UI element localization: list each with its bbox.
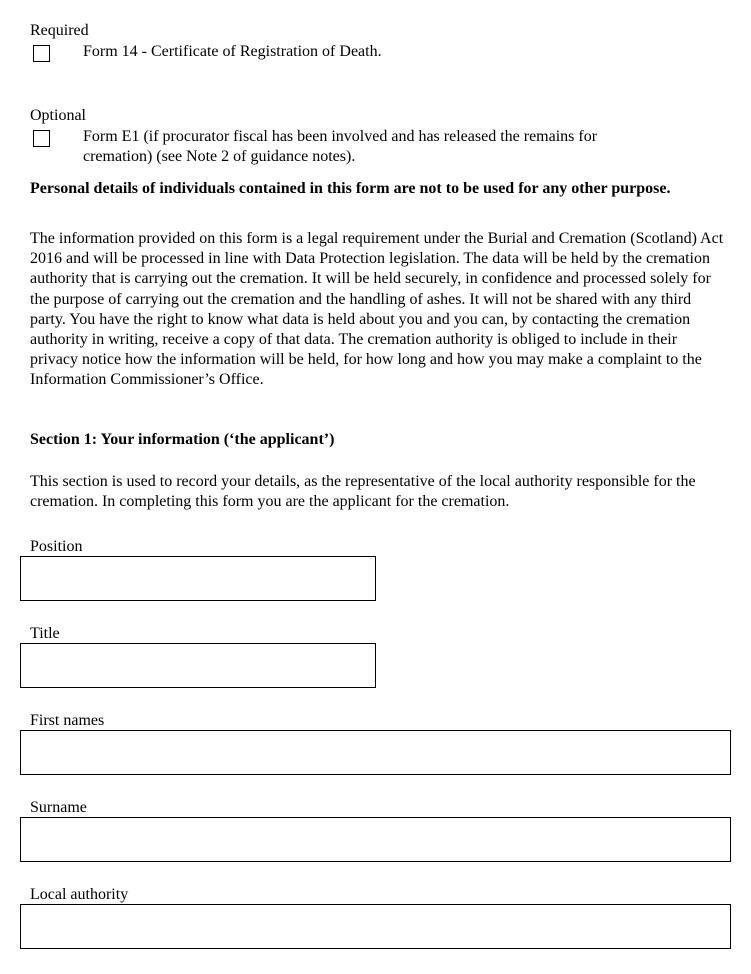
form-14-label: Form 14 - Certificate of Registration of Death. [83, 43, 382, 60]
form-e1-label-line2: cremation) (see Note 2 of guidance notes). [83, 148, 356, 165]
form-14-checkbox[interactable] [33, 45, 50, 62]
privacy-heading: Personal details of individuals contained in this form are not to be used for any other purpose. [30, 180, 671, 197]
section-1-heading: Section 1: Your information (‘the applicant’) [30, 431, 335, 448]
first-names-field[interactable] [20, 730, 731, 775]
first-names-label: First names [30, 712, 105, 729]
title-field[interactable] [20, 643, 376, 688]
position-field[interactable] [20, 556, 376, 601]
optional-label: Optional [30, 107, 86, 124]
form-e1-checkbox[interactable] [33, 130, 50, 147]
position-label: Position [30, 538, 83, 555]
form-e1-label-line1: Form E1 (if procurator fiscal has been involved and has released the remains for [83, 128, 598, 145]
surname-field[interactable] [20, 817, 731, 862]
title-label: Title [30, 625, 60, 642]
privacy-body: The information provided on this form is a legal requirement under the Burial and Cremation (Scotland) Act 2016 and will be processed in line with Data Protection legislation. The data will be held by the cremation authority that is carrying out the cremation. It will be held securely, in confidence and processed solely for the purpose of carrying out the cremation and the handling of ashes. It will not be shared with any third party. You have the right to know what data is held about you and you can, by contacting the cremation authority in writing, receive a copy of that data. The cremation authority is obliged to include in their privacy notice how the information will be held, for how long and how you may make a complaint to the Information Commissioner’s Office. [30, 230, 724, 389]
local-authority-label: Local authority [30, 886, 129, 903]
local-authority-field[interactable] [20, 904, 731, 949]
section-1-intro: This section is used to record your details, as the representative of the local authority responsible for the cremation. In completing this form you are the applicant for the cremation. [30, 473, 696, 510]
form-e1-label [83, 127, 703, 167]
required-label: Required [30, 22, 89, 39]
surname-label: Surname [30, 799, 87, 816]
